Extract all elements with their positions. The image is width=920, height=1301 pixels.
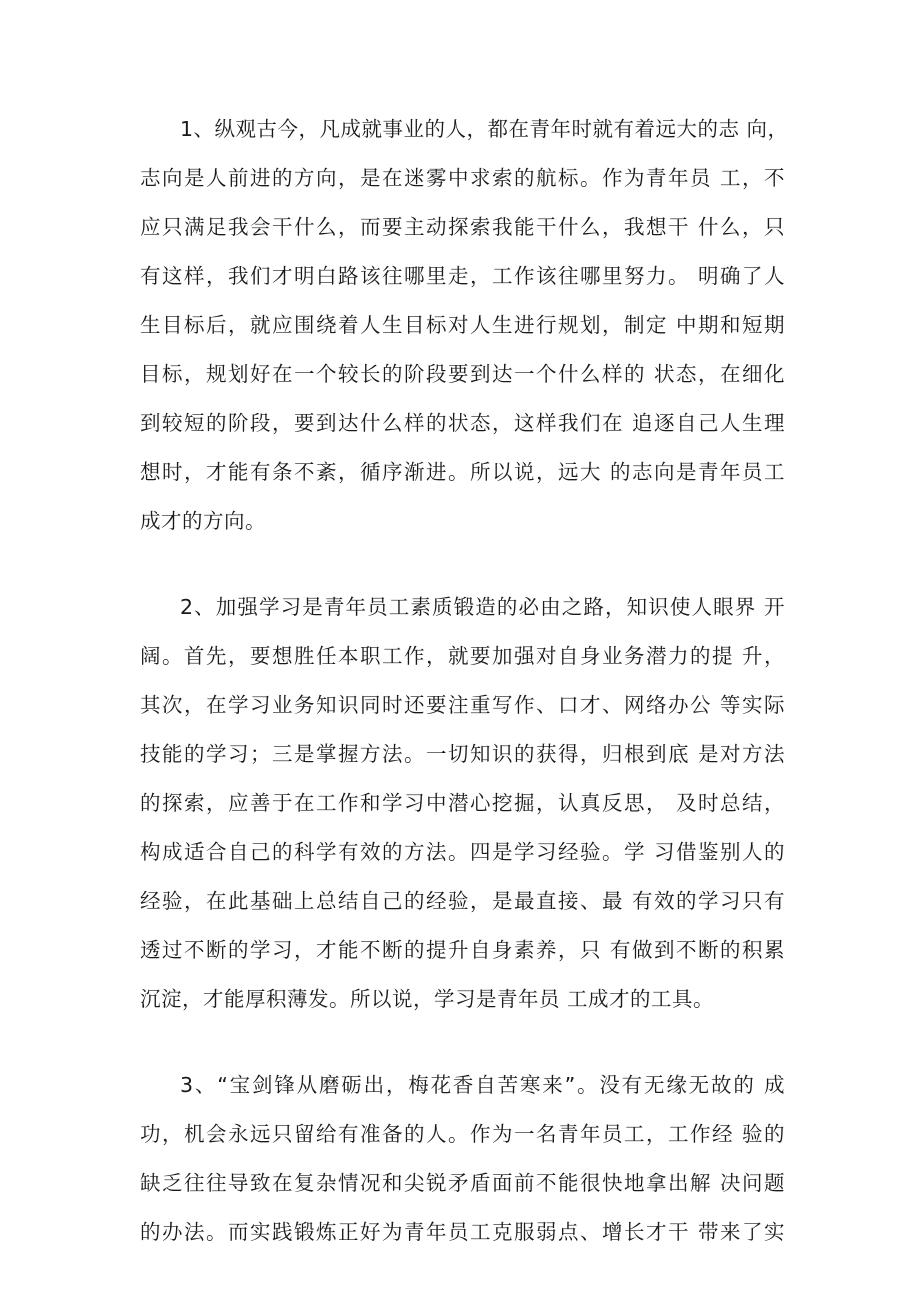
text-line: 功，机会永远只留给有准备的人。作为一名青年员工，工作经 验的 [140, 1122, 785, 1146]
text-line: 阔。首先，要想胜任本职工作，就要加强对自身业务潜力的提 升， [140, 644, 785, 668]
text-line: 技能的学习；三是掌握方法。一切知识的获得，归根到底 是对方法 [140, 742, 785, 766]
text-line: 1、纵观古今，凡成就事业的人，都在青年时就有着远大的志 向， [180, 117, 789, 141]
text-line: 成才的方向。 [140, 509, 266, 533]
text-line: 到较短的阶段，要到达什么样的状态，这样我们在 追逐自己人生理 [140, 411, 785, 435]
text-line: 经验，在此基础上总结自己的经验，是最直接、最 有效的学习只有 [140, 889, 785, 913]
paragraph-2 [140, 583, 785, 1024]
text-line: 3、“宝剑锋从磨砺出，梅花香自苦寒来”。没有无缘无故的 成 [180, 1073, 785, 1097]
text-line: 应只满足我会干什么，而要主动探索我能干什么，我想干 什么，只 [140, 215, 785, 239]
text-line: 有这样，我们才明白路该往哪里走，工作该往哪里努力。 明确了人 [140, 264, 785, 288]
text-line: 生目标后，就应围绕着人生目标对人生进行规划，制定 中期和短期 [140, 313, 785, 337]
text-line: 的探索，应善于在工作和学习中潜心挖掘，认真反思， 及时总结， [140, 791, 785, 815]
text-line: 构成适合自己的科学有效的方法。四是学习经验。学 习借鉴别人的 [140, 840, 785, 864]
text-line: 的办法。而实践锻炼正好为青年员工克服弱点、增长才干 带来了实 [140, 1220, 785, 1244]
text-line: 志向是人前进的方向，是在迷雾中求索的航标。作为青年员 工，不 [140, 166, 785, 190]
text-line: 目标，规划好在一个较长的阶段要到达一个什么样的 状态，在细化 [140, 362, 785, 386]
paragraph-1 [140, 105, 789, 546]
text-line: 其次，在学习业务知识同时还要注重写作、口才、网络办公 等实际 [140, 693, 785, 717]
text-line: 2、加强学习是青年员工素质锻造的必由之路，知识使人眼界 开 [180, 595, 785, 619]
text-line: 想时，才能有条不紊，循序渐进。所以说，远大 的志向是青年员工 [140, 460, 785, 484]
text-line: 透过不断的学习，才能不断的提升自身素养，只 有做到不断的积累 [140, 938, 785, 962]
paragraph-3 [140, 1061, 785, 1257]
text-line: 缺乏往往导致在复杂情况和尖锐矛盾面前不能很快地拿出解 决问题 [140, 1171, 785, 1195]
text-line: 沉淀，才能厚积薄发。所以说，学习是青年员 工成才的工具。 [140, 987, 715, 1011]
